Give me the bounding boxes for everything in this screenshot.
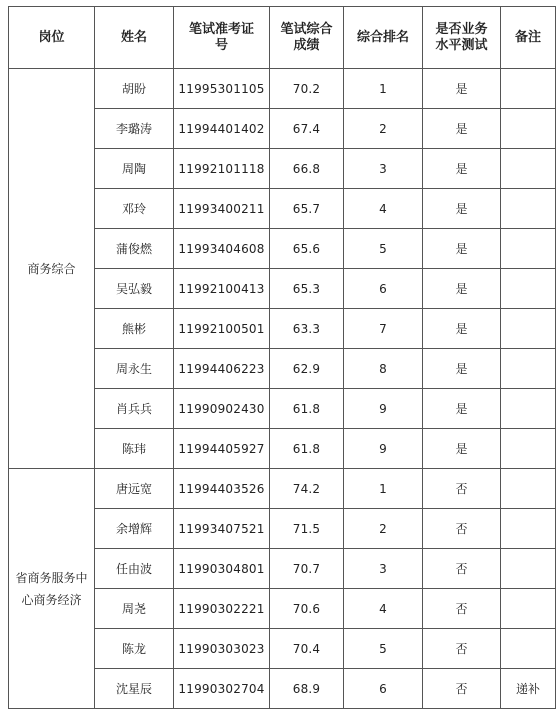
score-cell: 71.5 <box>270 509 344 549</box>
rank-cell: 7 <box>344 309 423 349</box>
rank-cell: 4 <box>344 189 423 229</box>
rank-cell: 5 <box>344 229 423 269</box>
name-cell: 吴弘毅 <box>95 269 174 309</box>
name-cell: 胡盼 <box>95 69 174 109</box>
name-cell: 邓玲 <box>95 189 174 229</box>
test-cell: 否 <box>423 589 501 629</box>
header-exam-id: 笔试准考证号 <box>174 7 270 69</box>
test-cell: 是 <box>423 429 501 469</box>
exam-id-cell: 11993400211 <box>174 189 270 229</box>
note-cell <box>501 589 556 629</box>
exam-id-cell: 11994406223 <box>174 349 270 389</box>
test-cell: 是 <box>423 189 501 229</box>
score-cell: 70.2 <box>270 69 344 109</box>
test-cell: 否 <box>423 669 501 709</box>
score-cell: 68.9 <box>270 669 344 709</box>
exam-id-cell: 11992100501 <box>174 309 270 349</box>
exam-id-cell: 11990303023 <box>174 629 270 669</box>
rank-cell: 3 <box>344 149 423 189</box>
rank-cell: 5 <box>344 629 423 669</box>
test-cell: 否 <box>423 629 501 669</box>
rank-cell: 9 <box>344 389 423 429</box>
test-cell: 是 <box>423 389 501 429</box>
name-cell: 余增辉 <box>95 509 174 549</box>
rank-cell: 2 <box>344 109 423 149</box>
name-cell: 李璐涛 <box>95 109 174 149</box>
exam-id-cell: 11993404608 <box>174 229 270 269</box>
table-row <box>9 469 556 509</box>
test-cell: 是 <box>423 109 501 149</box>
exam-id-cell: 11994403526 <box>174 469 270 509</box>
exam-id-cell: 11990902430 <box>174 389 270 429</box>
rank-cell: 6 <box>344 669 423 709</box>
name-cell: 周陶 <box>95 149 174 189</box>
note-cell <box>501 189 556 229</box>
exam-id-cell: 11994405927 <box>174 429 270 469</box>
exam-id-cell: 11993407521 <box>174 509 270 549</box>
rank-cell: 4 <box>344 589 423 629</box>
exam-id-cell: 11992101118 <box>174 149 270 189</box>
test-cell: 否 <box>423 469 501 509</box>
note-cell <box>501 429 556 469</box>
test-cell: 是 <box>423 229 501 269</box>
score-cell: 67.4 <box>270 109 344 149</box>
table-row <box>9 69 556 109</box>
test-cell: 否 <box>423 509 501 549</box>
name-cell: 唐远宽 <box>95 469 174 509</box>
header-row <box>9 7 556 69</box>
header-name: 姓名 <box>95 7 174 69</box>
exam-id-cell: 11995301105 <box>174 69 270 109</box>
rank-cell: 1 <box>344 469 423 509</box>
name-cell: 周尧 <box>95 589 174 629</box>
note-cell <box>501 109 556 149</box>
note-cell <box>501 149 556 189</box>
rank-cell: 3 <box>344 549 423 589</box>
header-test: 是否业务水平测试 <box>423 7 501 69</box>
note-cell <box>501 229 556 269</box>
rank-cell: 2 <box>344 509 423 549</box>
score-cell: 74.2 <box>270 469 344 509</box>
table-body <box>9 69 556 709</box>
exam-id-cell: 11992100413 <box>174 269 270 309</box>
note-cell <box>501 69 556 109</box>
header-note: 备注 <box>501 7 556 69</box>
header-rank: 综合排名 <box>344 7 423 69</box>
exam-id-cell: 11990302704 <box>174 669 270 709</box>
results-table <box>8 6 556 709</box>
note-cell <box>501 309 556 349</box>
rank-cell: 9 <box>344 429 423 469</box>
name-cell: 周永生 <box>95 349 174 389</box>
test-cell: 是 <box>423 149 501 189</box>
header-score: 笔试综合成绩 <box>270 7 344 69</box>
score-cell: 65.7 <box>270 189 344 229</box>
note-cell <box>501 629 556 669</box>
test-cell: 否 <box>423 549 501 589</box>
rank-cell: 1 <box>344 69 423 109</box>
name-cell: 陈玮 <box>95 429 174 469</box>
exam-id-cell: 11994401402 <box>174 109 270 149</box>
test-cell: 是 <box>423 309 501 349</box>
note-cell <box>501 549 556 589</box>
note-cell: 递补 <box>501 669 556 709</box>
name-cell: 沈星辰 <box>95 669 174 709</box>
score-cell: 61.8 <box>270 389 344 429</box>
note-cell <box>501 389 556 429</box>
note-cell <box>501 469 556 509</box>
score-cell: 63.3 <box>270 309 344 349</box>
test-cell: 是 <box>423 269 501 309</box>
note-cell <box>501 349 556 389</box>
score-cell: 66.8 <box>270 149 344 189</box>
rank-cell: 8 <box>344 349 423 389</box>
test-cell: 是 <box>423 349 501 389</box>
exam-id-cell: 11990302221 <box>174 589 270 629</box>
name-cell: 肖兵兵 <box>95 389 174 429</box>
score-cell: 65.6 <box>270 229 344 269</box>
score-cell: 70.7 <box>270 549 344 589</box>
header-position: 岗位 <box>9 7 95 69</box>
position-cell: 商务综合 <box>9 69 95 469</box>
rank-cell: 6 <box>344 269 423 309</box>
note-cell <box>501 509 556 549</box>
name-cell: 熊彬 <box>95 309 174 349</box>
score-cell: 70.4 <box>270 629 344 669</box>
score-cell: 70.6 <box>270 589 344 629</box>
name-cell: 陈龙 <box>95 629 174 669</box>
score-cell: 61.8 <box>270 429 344 469</box>
test-cell: 是 <box>423 69 501 109</box>
exam-id-cell: 11990304801 <box>174 549 270 589</box>
score-cell: 62.9 <box>270 349 344 389</box>
note-cell <box>501 269 556 309</box>
name-cell: 任由波 <box>95 549 174 589</box>
score-cell: 65.3 <box>270 269 344 309</box>
name-cell: 蒲俊燃 <box>95 229 174 269</box>
position-cell: 省商务服务中心商务经济 <box>9 469 95 709</box>
